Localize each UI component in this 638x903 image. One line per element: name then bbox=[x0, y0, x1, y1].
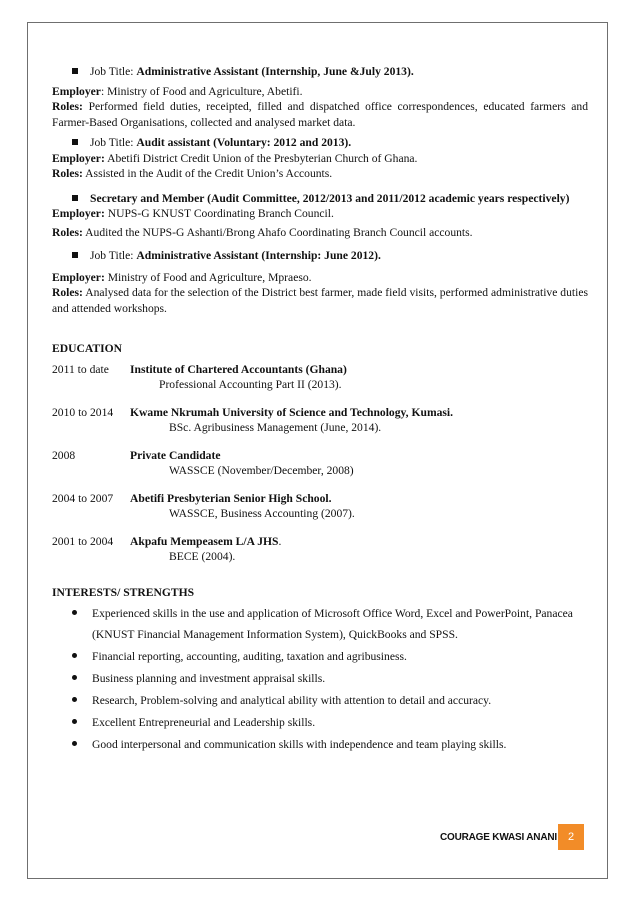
interests-list bbox=[52, 603, 588, 755]
job-title-prefix: Job Title: bbox=[90, 136, 137, 149]
roles-line bbox=[52, 285, 588, 316]
employer-line bbox=[52, 84, 588, 100]
job-title-line bbox=[52, 135, 588, 151]
employer-line bbox=[52, 270, 588, 286]
employer-label: Employer: bbox=[52, 207, 105, 220]
square-bullet-icon bbox=[72, 68, 78, 74]
roles-line bbox=[52, 99, 588, 130]
interest-text: Excellent Entrepreneurial and Leadership skills. bbox=[92, 716, 316, 729]
education-section bbox=[52, 341, 588, 565]
page-number: 2 bbox=[558, 824, 584, 850]
bullet-icon bbox=[72, 719, 77, 724]
education-entry bbox=[52, 491, 588, 522]
education-date: 2004 to 2007 bbox=[52, 491, 114, 505]
bullet-icon bbox=[72, 697, 77, 702]
education-entry bbox=[52, 448, 588, 479]
education-institution: Akpafu Mempeasem L/A JHS bbox=[130, 534, 279, 548]
interest-text: Research, Problem-solving and analytical ability with attention to detail and accuracy. bbox=[92, 694, 492, 707]
education-entry: 2001 to 2004 Akpafu Mempeasem L/A JHS . BECE (2004). bbox=[52, 534, 588, 565]
bullet-icon bbox=[72, 610, 77, 615]
interests-section bbox=[52, 585, 588, 756]
experience-entry bbox=[52, 248, 588, 316]
education-detail: WASSCE, Business Accounting (2007). bbox=[169, 507, 355, 520]
square-bullet-icon bbox=[72, 139, 78, 145]
employer: NUPS-G KNUST Coordinating Branch Council. bbox=[104, 207, 334, 220]
roles: Audited the NUPS-G Ashanti/Brong Ahafo Coordinating Branch Council accounts. bbox=[82, 225, 473, 239]
education-detail: WASSCE (November/December, 2008) bbox=[169, 464, 354, 477]
roles-line bbox=[52, 166, 588, 182]
roles: Assisted in the Audit of the Credit Union’s Accounts. bbox=[82, 167, 333, 180]
roles: Analysed data for the selection of the District best farmer, made field visits, performed administrative duties and attended workshops. bbox=[52, 286, 588, 315]
list-item bbox=[52, 603, 588, 645]
resume-content bbox=[52, 64, 588, 756]
education-institution: Kwame Nkrumah University of Science and Technology, Kumasi. bbox=[130, 405, 454, 419]
bullet-icon bbox=[72, 675, 77, 680]
job-title-prefix: Job Title: bbox=[90, 65, 137, 78]
list-item bbox=[52, 646, 588, 667]
square-bullet-icon bbox=[72, 195, 78, 201]
interest-text: Financial reporting, accounting, auditing, taxation and agribusiness. bbox=[92, 650, 407, 663]
roles-label: Roles: bbox=[52, 286, 83, 299]
job-title-line bbox=[52, 64, 588, 80]
education-institution: Institute of Chartered Accountants (Ghana) bbox=[130, 362, 347, 376]
job-title: Administrative Assistant (Internship, June &July 2013). bbox=[136, 65, 414, 78]
employer-label: Employer: bbox=[52, 151, 105, 165]
employer-line bbox=[52, 206, 588, 222]
education-detail: Professional Accounting Part II (2013). bbox=[159, 378, 342, 391]
job-title-line bbox=[52, 248, 588, 264]
list-item bbox=[52, 668, 588, 689]
interest-text: Business planning and investment appraisal skills. bbox=[92, 672, 326, 685]
footer-author-name: COURAGE KWASI ANANI bbox=[440, 832, 557, 843]
job-title: Audit assistant (Voluntary: 2012 and 2013). bbox=[136, 136, 352, 149]
interests-heading: INTERESTS/ STRENGTHS bbox=[52, 585, 195, 599]
education-date: 2011 to date bbox=[52, 362, 109, 376]
interest-text: Good interpersonal and communication skills with independence and team playing skills. bbox=[92, 738, 507, 751]
roles-label: Roles: bbox=[52, 167, 83, 180]
job-title: Administrative Assistant (Internship: June 2012). bbox=[136, 249, 381, 262]
roles-label: Roles: bbox=[52, 100, 83, 113]
education-heading: EDUCATION bbox=[52, 342, 122, 355]
education-entry bbox=[52, 405, 588, 436]
employer: Abetifi District Credit Union of the Presbyterian Church of Ghana. bbox=[104, 151, 418, 165]
education-entry bbox=[52, 362, 588, 393]
education-date: 2008 bbox=[52, 448, 76, 462]
employer-line bbox=[52, 151, 588, 167]
experience-entry bbox=[52, 135, 588, 182]
bullet-icon bbox=[72, 741, 77, 746]
employer-label: Employer: bbox=[52, 270, 105, 284]
employer: Ministry of Food and Agriculture, Mpraeso. bbox=[104, 270, 312, 284]
list-item bbox=[52, 734, 588, 755]
employer: : Ministry of Food and Agriculture, Abetifi. bbox=[100, 84, 303, 98]
education-date: 2001 to 2004 bbox=[52, 534, 114, 548]
education-detail: BSc. Agribusiness Management (June, 2014). bbox=[169, 421, 382, 434]
job-title-prefix: Job Title: bbox=[90, 249, 137, 262]
interest-text: Experienced skills in the use and application of Microsoft Office Word, Excel and PowerPoint, Panacea (KNUST Financial Management Information System), QuickBooks and SPSS. bbox=[92, 607, 573, 641]
education-institution: Abetifi Presbyterian Senior High School. bbox=[130, 491, 332, 505]
list-item bbox=[52, 690, 588, 711]
experience-entry bbox=[52, 64, 588, 130]
roles: Performed field duties, receipted, filled and dispatched office correspondences, educated farmers and Farmer-Based Organisations, collected and analysed market data. bbox=[52, 100, 588, 129]
list-item bbox=[52, 712, 588, 733]
roles-line bbox=[52, 225, 588, 241]
job-title-line bbox=[52, 191, 588, 207]
roles-label: Roles: bbox=[52, 225, 83, 239]
job-title: Secretary and Member (Audit Committee, 2012/2013 and 2011/2012 academic years respectively) bbox=[90, 191, 570, 205]
employer-label: Employer bbox=[52, 84, 101, 98]
education-detail: BECE (2004). bbox=[169, 550, 236, 563]
bullet-icon bbox=[72, 653, 77, 658]
square-bullet-icon bbox=[72, 252, 78, 258]
experience-entry bbox=[52, 191, 588, 241]
education-date: 2010 to 2014 bbox=[52, 405, 114, 419]
education-institution: Private Candidate bbox=[130, 448, 221, 462]
